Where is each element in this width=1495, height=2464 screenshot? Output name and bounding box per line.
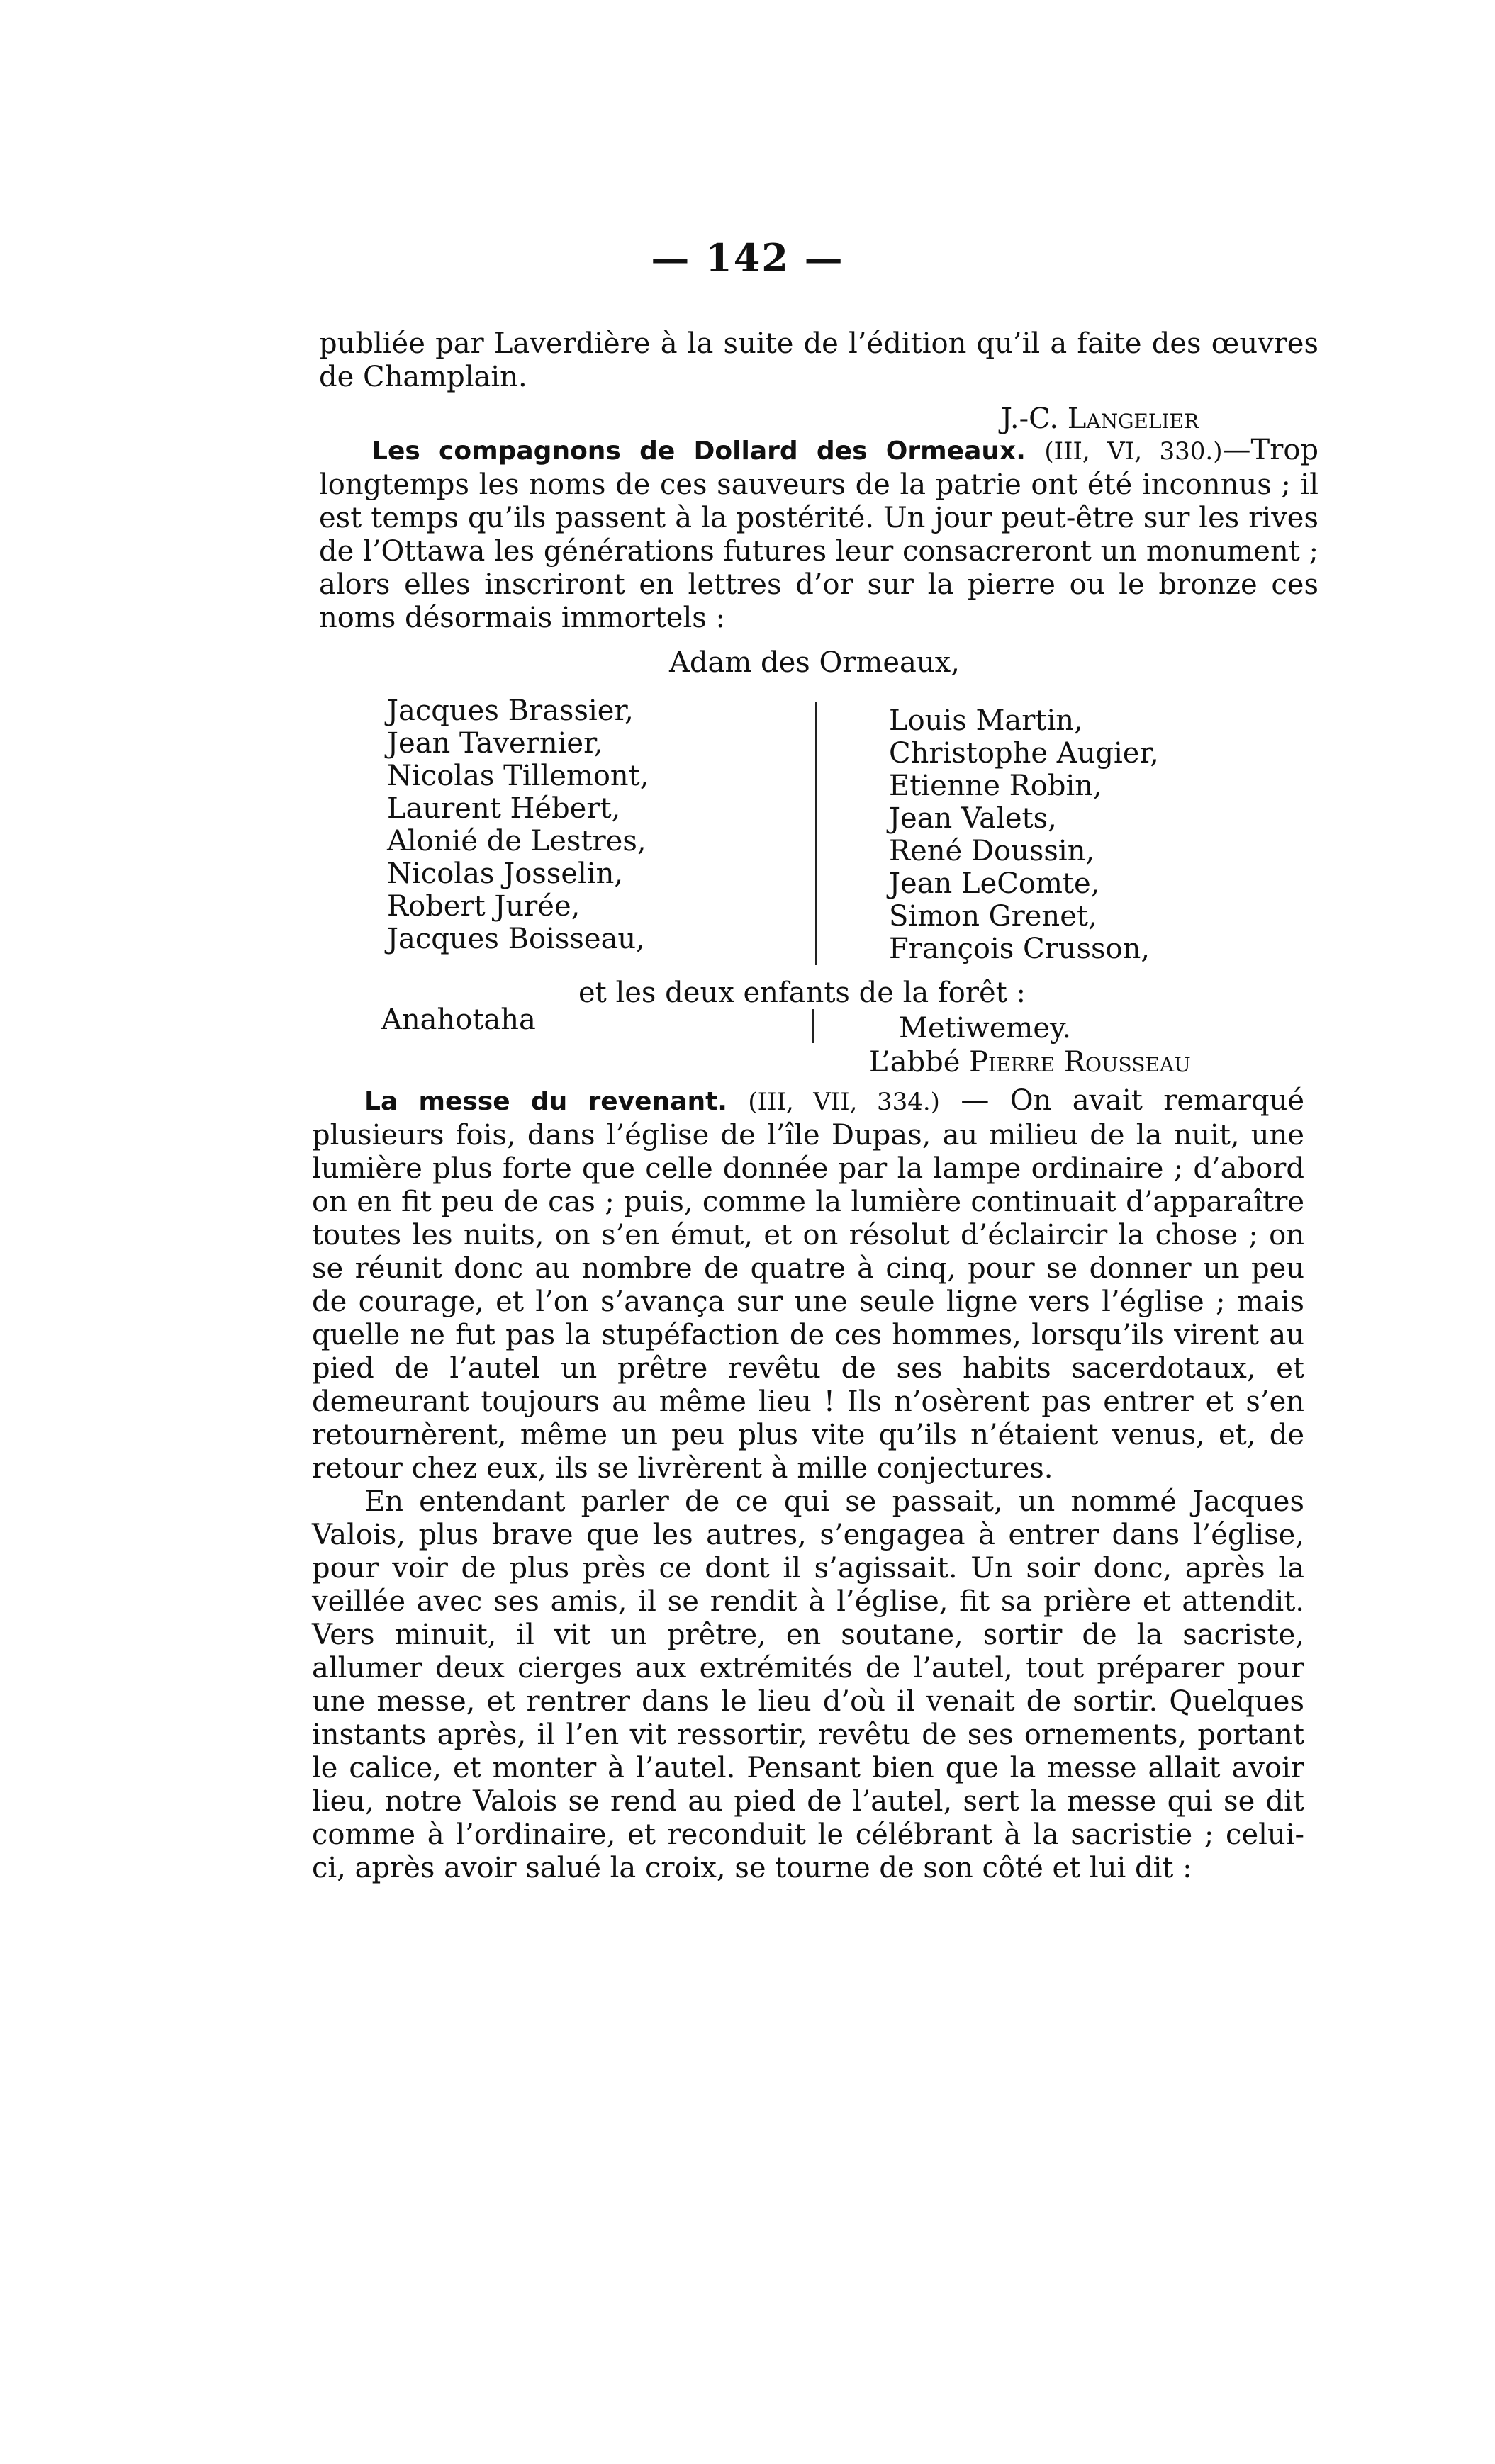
rousseau-signature [869,1046,1191,1079]
section-messe [312,1084,1304,1885]
name-right: Louis Martin, [889,704,1083,737]
messe-ref: (III, VII, 334.) [748,1088,940,1116]
section-compagnons [319,434,1318,635]
name-left: Nicolas Tillemont, [387,760,649,792]
messe-paragraph-1 [312,1084,1304,1485]
name-left: Jacques Brassier, [387,694,634,727]
name-right: René Doussin, [889,835,1095,867]
compagnons-title: Les compagnons de Dollard des Ormeaux. [371,437,1026,466]
child-right: Metiwemey. [899,1012,1072,1045]
signature-initials: J.-C. [1001,403,1068,435]
intro-text: publiée par Laverdière à la suite de l’édition qu’il a faite des œuvres de Champlain. [319,327,1318,393]
intro-signature [1001,403,1199,436]
name-right: Christophe Augier, [889,737,1159,770]
signature-name: Pierre Rousseau [969,1046,1191,1079]
signature-surname: Langelier [1067,403,1199,435]
name-right: Etienne Robin, [889,770,1102,802]
child-left: Anahotaha [381,1003,536,1036]
signature-prefix: L’abbé [869,1046,970,1079]
names-right-column [889,704,1159,965]
messe-text-1: — On avait remarqué plusieurs fois, dans l’église de l’île Dupas, au milieu de la nuit, une lumière plus forte que celle donnée par la lampe ordinaire ; d’abord on en fit peu de cas ; puis, comme la lumière continuait d’apparaître toutes les nuits, on s’en émut, et on résolut d’éclaircir la chose ; on se réunit donc au nombre de quatre à cinq, pour se donner un peu de courage, et l’on s’avança sur une seule ligne vers l’église ; mais quelle ne fut pas la stupéfaction de ces hommes, lorsqu’ils virent au pied de l’autel un prêtre revêtu de ses habits sacerdotaux, et demeurant toujours au même lieu ! Ils n’osèrent pas entrer et s’en retournèrent, même un peu plus vite qu’ils n’étaient venus, et, de retour chez eux, ils se livrèrent à mille conjectures. [312,1084,1304,1485]
leader-name: Adam des Ormeaux, [669,646,960,679]
name-right: Jean Valets, [889,802,1057,835]
compagnons-paragraph [319,434,1318,635]
name-right: Simon Grenet, [889,900,1097,933]
name-left: Jacques Boisseau, [387,923,645,955]
messe-paragraph-2: En entendant parler de ce qui se passait, un nommé Jacques Valois, plus brave que les autres, s’engagea à entrer dans l’église, pour voir de plus près ce dont il s’agissait. Un soir donc, après la veillée avec ses amis, il se rendit à l’église, fit sa prière et attendit. Vers minuit, il vit un prêtre, en soutane, sortir de la sacriste, allumer deux cierges aux extrémités de l’autel, tout préparer pour une messe, et rentrer dans le lieu d’où il venait de sortir. Quelques instants après, il l’en vit ressortir, revêtu de ses ornements, portant le calice, et monter à l’autel. Pensant bien que la messe allait avoir lieu, notre Valois se rend au pied de l’autel, sert la messe qui se dit comme à l’ordinaire, et reconduit le célébrant à la sacristie ; celui-ci, après avoir salué la croix, se tourne de son côté et lui dit : [312,1485,1304,1884]
compagnons-ref: (III, VI, 330.) [1044,437,1223,466]
names-left-column [387,694,649,955]
intro-paragraph [319,327,1318,394]
column-divider [815,702,817,965]
page-number: — 142 — [651,235,844,281]
name-left: Nicolas Josselin, [387,857,624,890]
messe-title: La messe du revenant. [364,1087,727,1116]
compagnons-text: —Trop longtemps les noms de ces sauveurs de la patrie ont été inconnus ; il est temps qu’ils passent à la postérité. Un jour peut-être sur les rives de l’Ottawa les générations futures leur consacreront un monument ; alors elles inscriront en lettres d’or sur la pierre ou le bronze ces noms désormais immortels : [319,434,1319,634]
name-right: François Crusson, [889,933,1150,965]
name-left: Robert Jurée, [387,890,581,923]
name-left: Alonié de Lestres, [387,825,646,857]
name-left: Laurent Hébert, [387,792,621,825]
name-right: Jean LeComte, [889,867,1100,900]
children-line: et les deux enfants de la forêt : [578,977,1026,1009]
name-left: Jean Tavernier, [387,727,603,760]
child-divider [812,1009,814,1043]
